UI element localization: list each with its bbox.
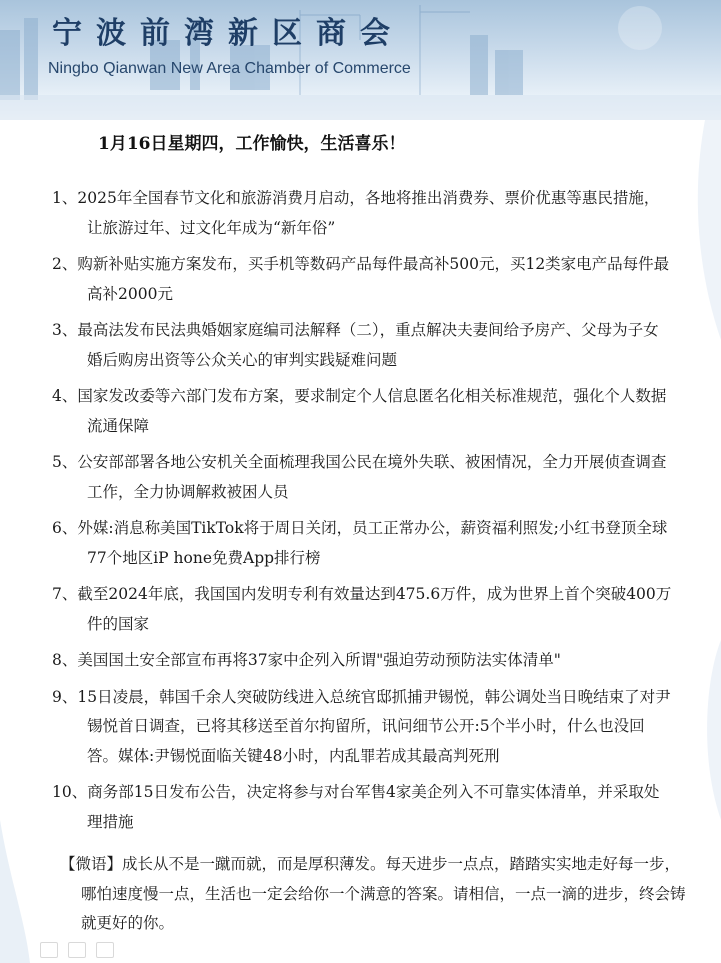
news-text: 美国国土安全部宣布再将37家中企列入所谓"强迫劳动预防法实体清单"	[77, 651, 561, 669]
date-greeting: 1月16日星期四，工作愉快，生活喜乐！	[98, 134, 406, 154]
news-text: 商务部15日发布公告，决定将参与对台军售4家美企列入不可靠实体清单，并采取处理措施	[87, 783, 660, 831]
chamber-title-chinese: 宁波前湾新区商会	[52, 16, 404, 51]
news-item-3	[52, 316, 672, 375]
news-item-7	[52, 580, 672, 639]
quote-label: 【微语】	[60, 855, 123, 873]
news-item-5	[52, 448, 672, 507]
news-item-10	[52, 778, 672, 837]
news-text: 公安部部署各地公安机关全面梳理我国公民在境外失联、被困情况，全力开展侦查调查工作，全力协调解救被困人员	[77, 453, 667, 501]
news-text: 截至2024年底，我国国内发明专利有效量达到475.6万件，成为世界上首个突破400万件的国家	[77, 585, 672, 633]
next-slide-icon[interactable]	[96, 942, 114, 958]
news-item-6	[52, 514, 672, 573]
news-text: 最高法发布民法典婚姻家庭编司法解释（二），重点解决夫妻间给予房产、父母为子女婚后购房出资等公众关心的审判实践疑难问题	[77, 321, 659, 369]
slide-controls	[40, 940, 160, 960]
daily-quote	[60, 850, 695, 939]
news-item-4	[52, 382, 672, 441]
chamber-title-english: Ningbo Qianwan New Area Chamber of Commerce	[48, 60, 411, 77]
news-number: 1、	[52, 189, 78, 207]
news-number: 2、	[52, 255, 78, 273]
news-number: 8、	[52, 651, 78, 669]
news-number: 10、	[52, 783, 88, 801]
previous-slide-icon[interactable]	[40, 942, 58, 958]
menu-icon[interactable]	[68, 942, 86, 958]
news-number: 7、	[52, 585, 78, 603]
news-item-1	[52, 184, 672, 243]
news-item-8	[52, 646, 672, 676]
news-item-9	[52, 683, 672, 772]
news-number: 5、	[52, 453, 78, 471]
news-text: 15日凌晨，韩国千余人突破防线进入总统官邸抓捕尹锡悦，韩公调处当日晚结束了对尹锡悦首日调查，已将其移送至首尔拘留所，讯问细节公开:5个半小时，什么也没回答。媒体:尹锡悦面临关键48小时，内乱罪若成其最高判死刑	[77, 687, 671, 765]
header-banner	[0, 0, 721, 120]
news-number: 9、	[52, 687, 78, 706]
news-text: 2025年全国春节文化和旅游消费月启动，各地将推出消费券、票价优惠等惠民措施，让旅游过年、过文化年成为“新年俗”	[77, 189, 660, 237]
news-number: 3、	[52, 321, 78, 339]
news-number: 6、	[52, 519, 78, 537]
news-text: 购新补贴实施方案发布，买手机等数码产品每件最高补500元，买12类家电产品每件最高补2000元	[77, 255, 670, 303]
news-text: 国家发改委等六部门发布方案，要求制定个人信息匿名化相关标准规范，强化个人数据流通保障	[77, 387, 667, 435]
news-list	[52, 184, 672, 844]
news-text: 外媒:消息称美国TikTok将于周日关闭，员工正常办公，薪资福利照发;小红书登顶全球77个地区iP hone免费App排行榜	[77, 519, 668, 567]
news-item-2	[52, 250, 672, 309]
news-number: 4、	[52, 387, 78, 405]
quote-text: 成长从不是一蹴而就，而是厚积薄发。每天进步一点点，踏踏实实地走好每一步，哪怕速度慢一点，生活也一定会给你一个满意的答案。请相信，一点一滴的进步，终会铸就更好的你。	[81, 855, 686, 932]
